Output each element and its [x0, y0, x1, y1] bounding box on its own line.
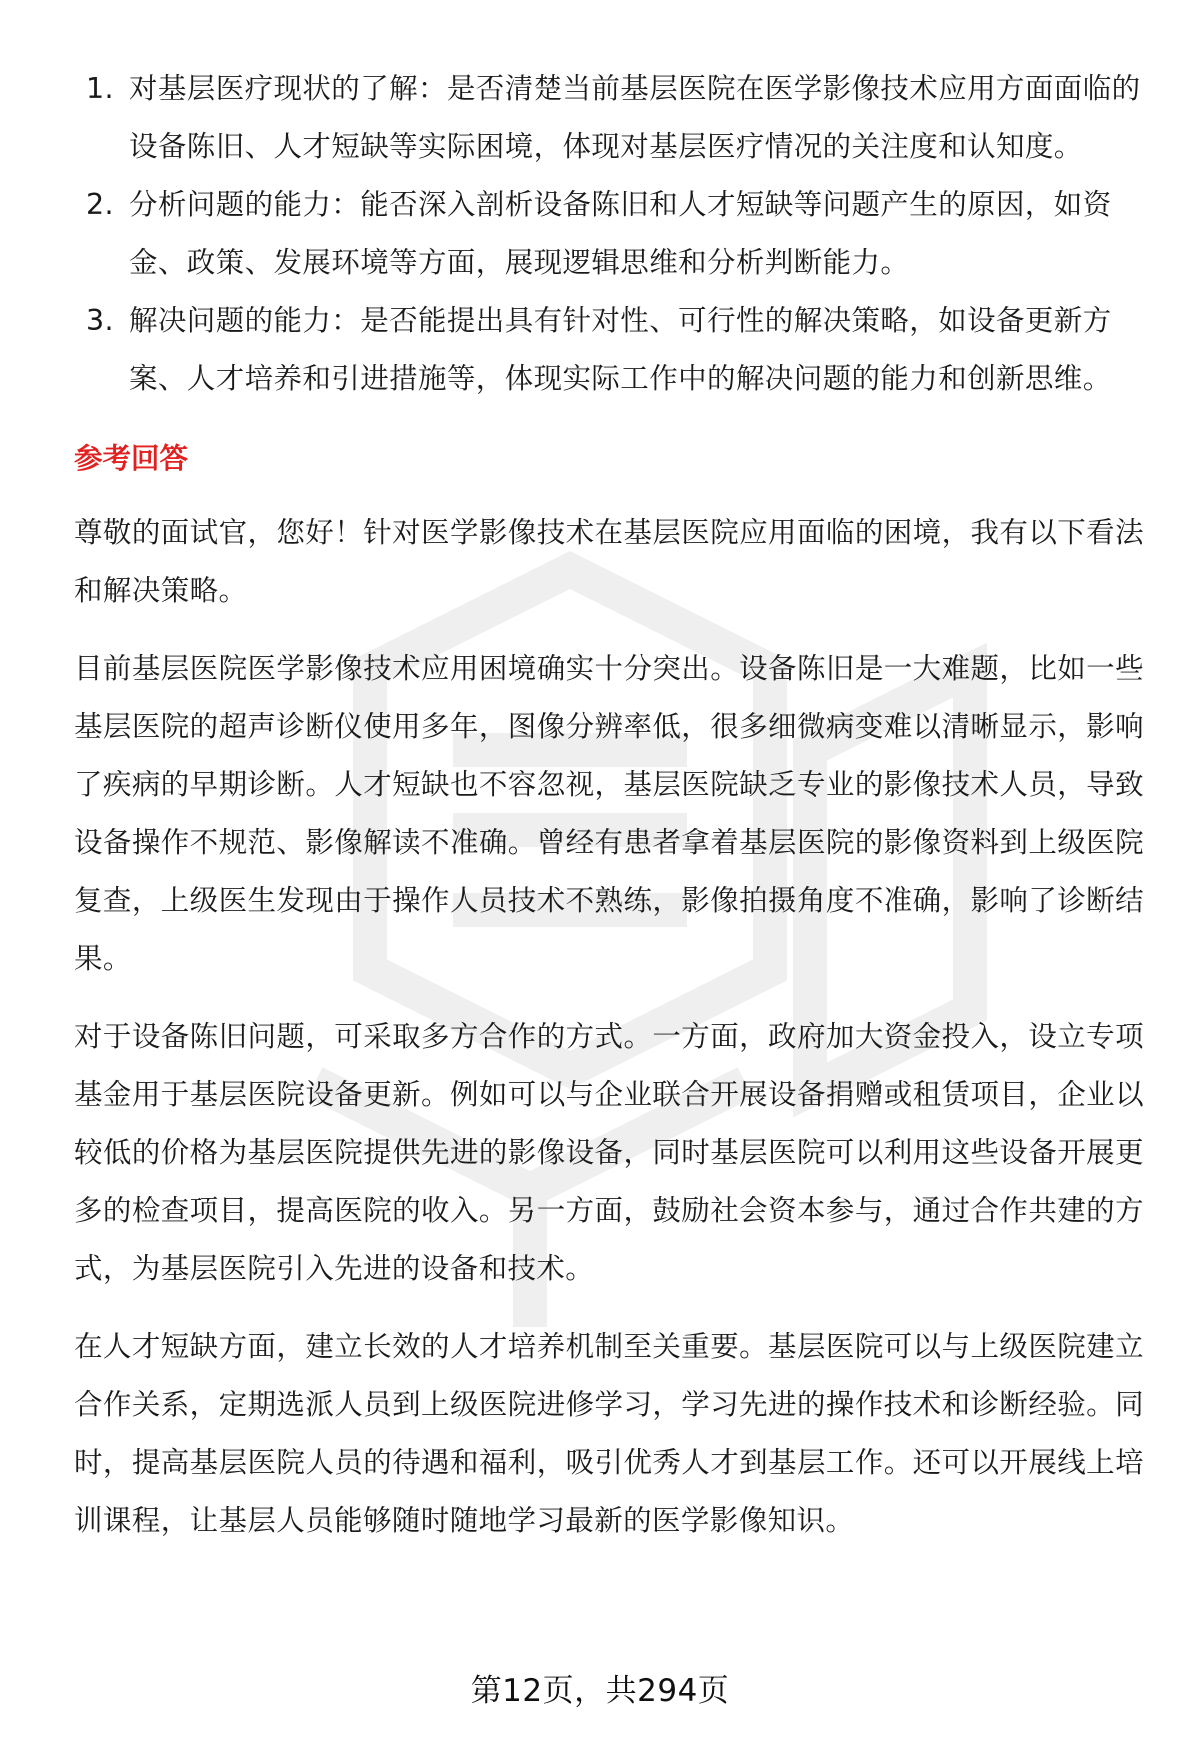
answer-paragraph: 目前基层医院医学影像技术应用困境确实十分突出。设备陈旧是一大难题，比如一些基层医院的超声诊断仪使用多年，图像分辨率低，很多细微病变难以清晰显示，影响了疾病的早期诊断。人才短缺也不容忽视，基层医院缺乏专业的影像技术人员，导致设备操作不规范、影像解读不准确。曾经有患者拿着基层医院的影像资料到上级医院复查，上级医生发现由于操作人员技术不熟练，影像拍摄角度不准确，影响了诊断结果。 [74, 652, 1144, 975]
list-item-number: 2. [86, 188, 114, 221]
list-item [74, 176, 1144, 292]
list-item [74, 60, 1144, 176]
list-item-text: 对基层医疗现状的了解：是否清楚当前基层医院在医学影像技术应用方面面临的设备陈旧、人才短缺等实际困境，体现对基层医疗情况的关注度和认知度。 [129, 72, 1141, 163]
answer-paragraph: 对于设备陈旧问题，可采取多方合作的方式。一方面，政府加大资金投入，设立专项基金用于基层医院设备更新。例如可以与企业联合开展设备捐赠或租赁项目，企业以较低的价格为基层医院提供先进的影像设备，同时基层医院可以利用这些设备开展更多的检查项目，提高医院的收入。另一方面，鼓励社会资本参与，通过合作共建的方式，为基层医院引入先进的设备和技术。 [74, 1020, 1144, 1285]
answer-paragraph: 在人才短缺方面，建立长效的人才培养机制至关重要。基层医院可以与上级医院建立合作关系，定期选派人员到上级医院进修学习，学习先进的操作技术和诊断经验。同时，提高基层医院人员的待遇和福利，吸引优秀人才到基层工作。还可以开展线上培训课程，让基层人员能够随时随地学习最新的医学影像知识。 [74, 1330, 1144, 1537]
page-number-footer: 第12页，共294页 [470, 1673, 730, 1709]
list-item-text: 解决问题的能力：是否能提出具有针对性、可行性的解决策略，如设备更新方案、人才培养和引进措施等，体现实际工作中的解决问题的能力和创新思维。 [129, 304, 1112, 395]
section-title-reference-answer: 参考回答 [74, 442, 189, 475]
main-content [74, 60, 1144, 1550]
evaluation-criteria-list [74, 60, 1144, 408]
list-item [74, 292, 1144, 408]
list-item-number: 1. [86, 72, 114, 105]
list-item-text: 分析问题的能力：能否深入剖析设备陈旧和人才短缺等问题产生的原因，如资金、政策、发展环境等方面，展现逻辑思维和分析判断能力。 [129, 188, 1112, 279]
answer-paragraph: 尊敬的面试官，您好！针对医学影像技术在基层医院应用面临的困境，我有以下看法和解决策略。 [74, 516, 1144, 607]
list-item-number: 3. [86, 304, 114, 337]
